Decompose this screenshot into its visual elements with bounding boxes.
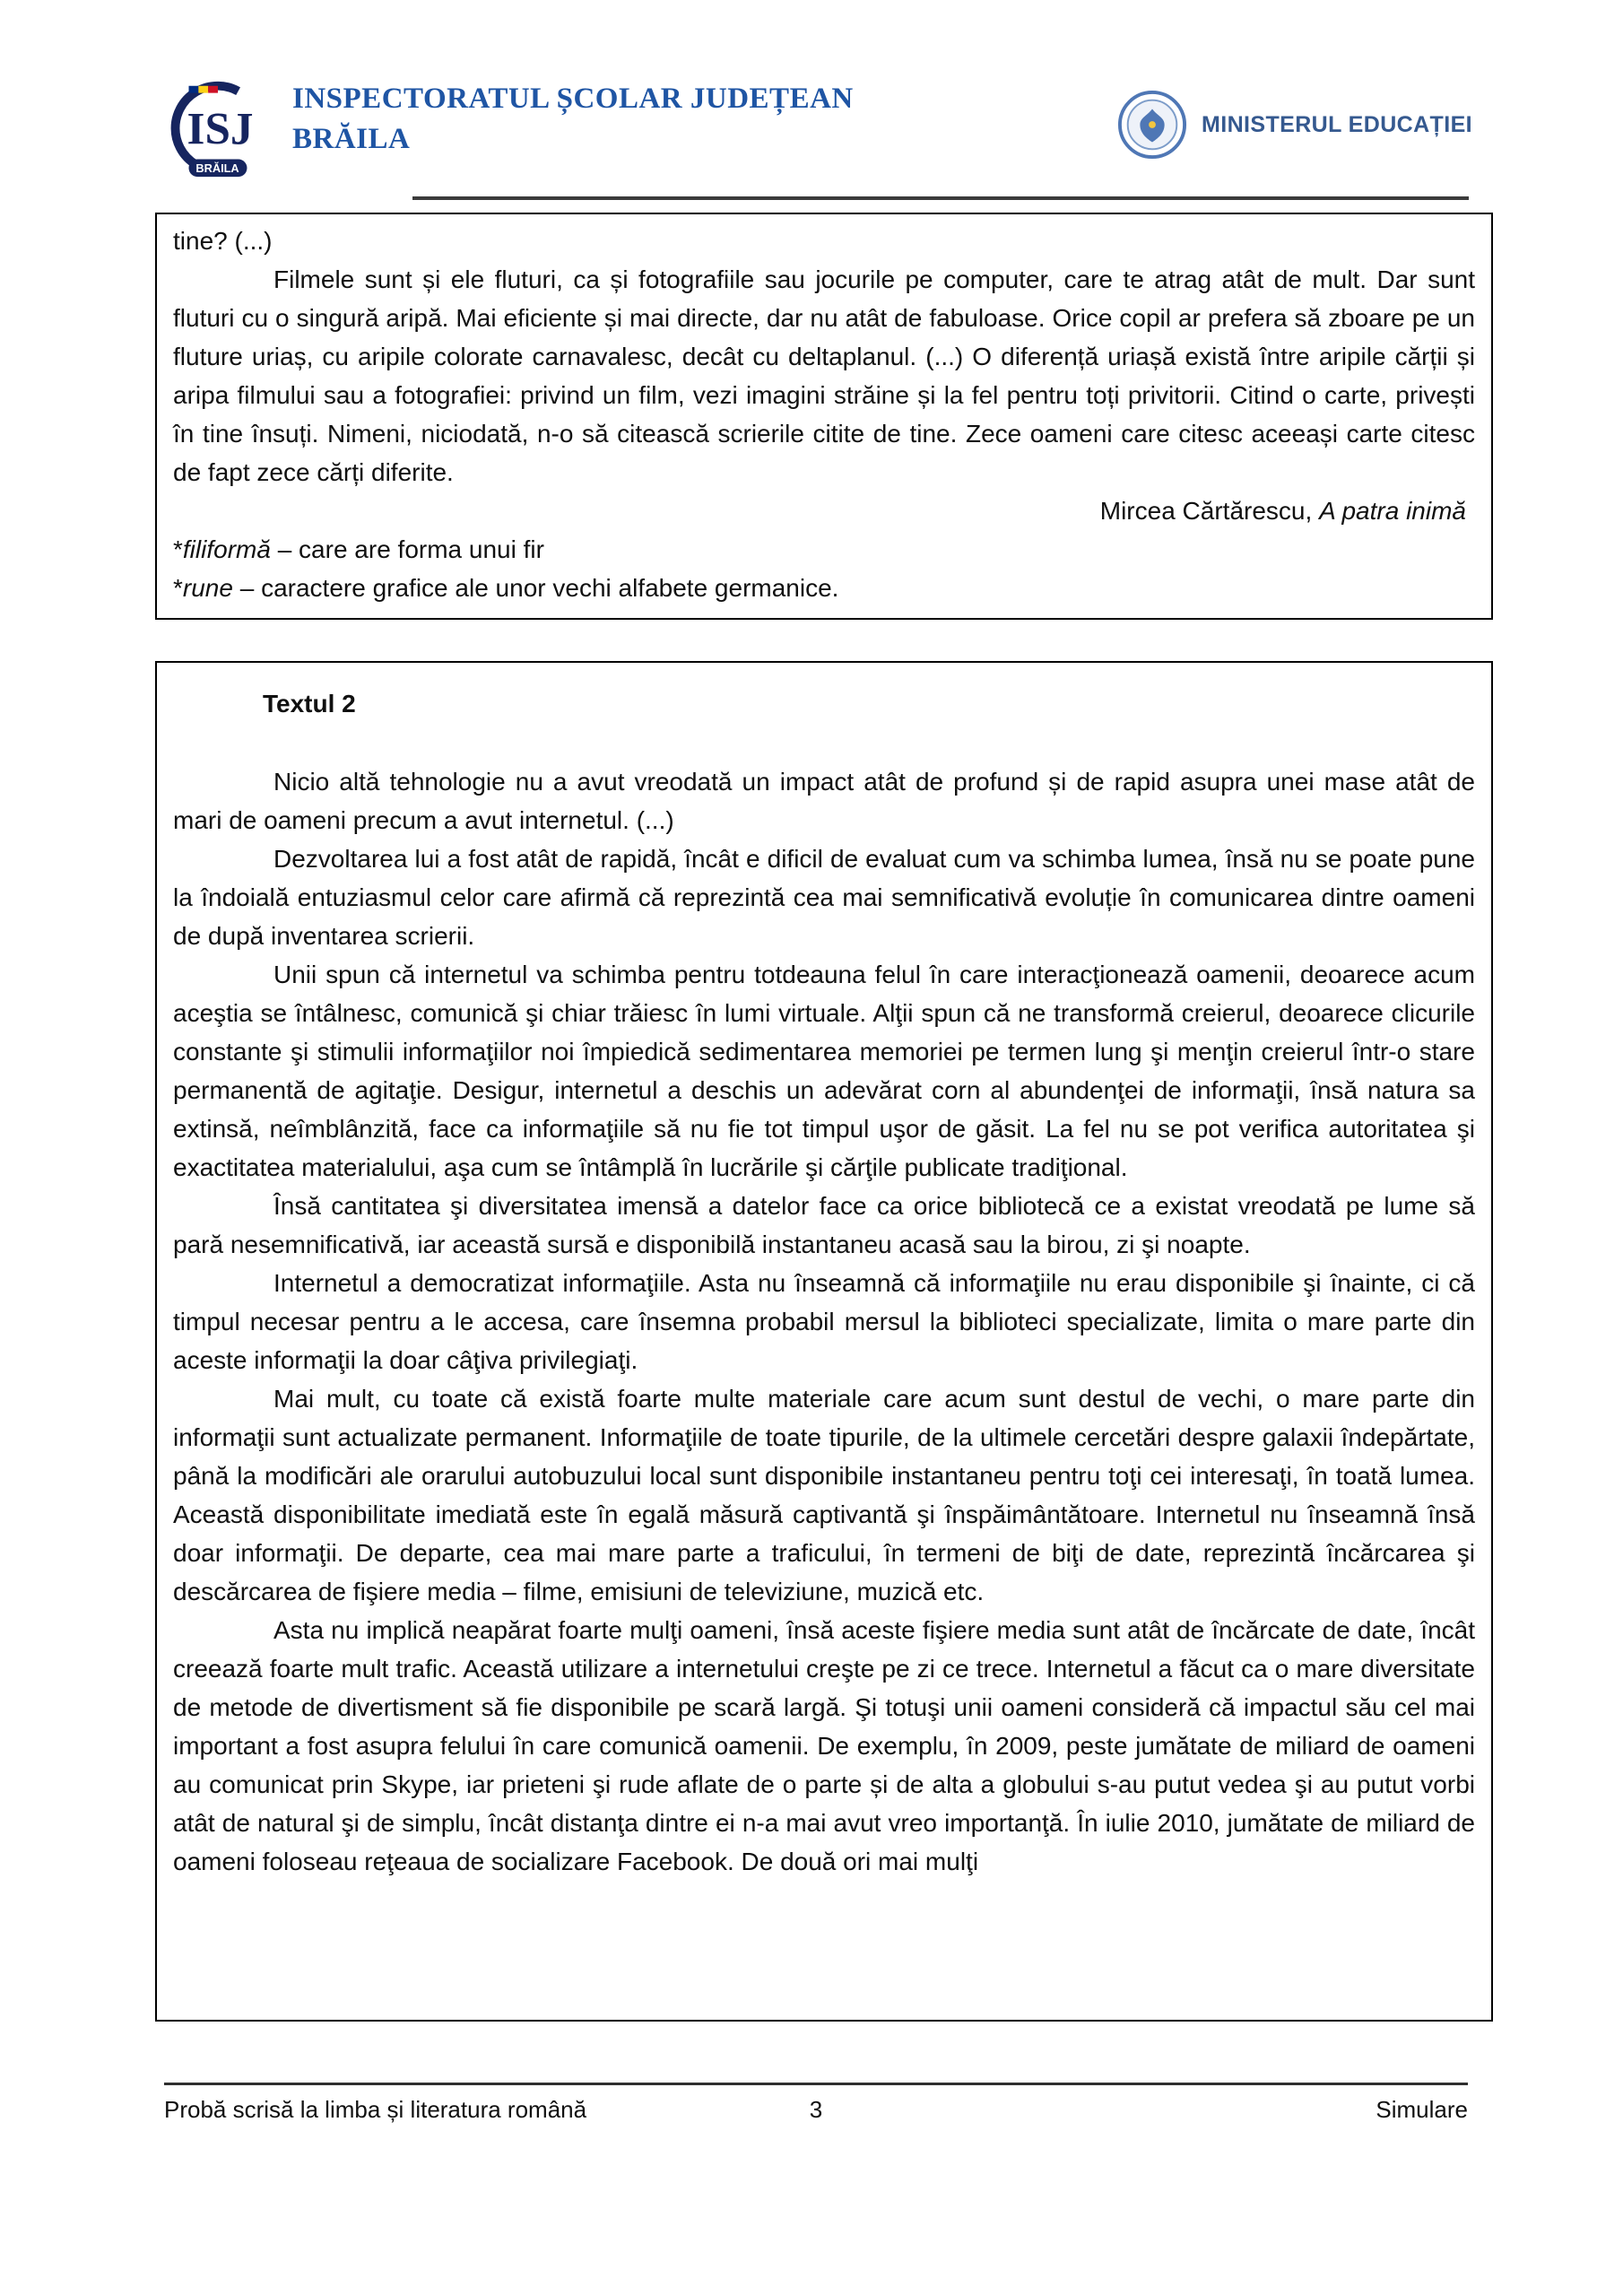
- text2-paragraph-5: Internetul a democratizat informaţiile. Asta nu înseamnă că informaţiile nu erau disponibile şi înainte, ci că timpul necesar pentru a le accesa, care însemna probabil mersul la biblioteci specializate, limita o mare parte din aceste informaţii la doar câţiva privilegiaţi.: [173, 1269, 1475, 1374]
- footnote-marker: *: [173, 535, 183, 563]
- page-header: [163, 72, 1472, 185]
- text2-paragraph-2: Dezvoltarea lui a fost atât de rapidă, încât e dificil de evaluat cum va schimba lumea, însă nu se poate pune la îndoială entuziasmul celor care afirmă că reprezintă cea mai semnificativă evoluție în comunicarea dintre oameni de după inventarea scrierii.: [173, 845, 1475, 950]
- attribution-work-title: A patra inimă: [1319, 497, 1466, 525]
- isj-logo-city: BRĂILA: [195, 161, 239, 176]
- footnote-filiforma: [173, 530, 1475, 569]
- text2-box: [155, 661, 1493, 2022]
- text2-paragraph-4: Însă cantitatea şi diversitatea imensă a datelor face ca orice bibliotecă ce a existat vreodată pe lume să pară nesemnificativă, iar această sursă e disponibilă instantaneu acasă sau la birou, zi şi noapte.: [173, 1192, 1475, 1258]
- footnote-definition: – care are forma unui fir: [270, 535, 544, 563]
- footnote-term: filiformă: [182, 535, 271, 563]
- text1-attribution: [173, 491, 1475, 530]
- footer-variant-label: Simulare: [1376, 2096, 1468, 2123]
- organization-name-line2: BRĂILA: [292, 122, 411, 155]
- ministry-block: [1117, 72, 1472, 160]
- footnote-term: rune: [182, 574, 233, 602]
- text2-paragraph-7: Asta nu implică neapărat foarte mulţi oameni, însă aceste fişiere media sunt atât de încărcate de date, încât creează foarte mult trafic. Această utilizare a internetului creşte pe zi ce trece. Internetul a făcut ca o mare diversitate de metode de divertisment să fie disponibile pe scară largă. Şi totuşi unii oameni consideră că impactul său cel mai important a fost asupra felului în care comunică oamenii. De exemplu, în 2009, peste jumătate de miliard de oameni au comunicat prin Skype, iar prieteni şi rude aflate de o parte și de alta a globului s-au putut vedea şi au putut vorbi atât de natural şi de simplu, încât distanţa dintre ei n-a mai avut vreo importanţă. În iulie 2010, jumătate de miliard de oameni foloseau reţeaua de socializare Facebook. De două ori mai mulţi: [173, 1616, 1475, 1875]
- text2-title: Textul 2: [263, 690, 356, 718]
- page-footer: [164, 2083, 1468, 2124]
- footnote-definition: – caractere grafice ale unor vechi alfabete germanice.: [232, 574, 839, 602]
- footer-page-number: 3: [809, 2096, 823, 2123]
- ministry-logo-icon: [1117, 90, 1187, 160]
- ministry-name: MINISTERUL EDUCAȚIEI: [1202, 111, 1472, 137]
- footnote-marker: *: [173, 574, 183, 602]
- text1-paragraph: Filmele sunt și ele fluturi, ca și fotografiile sau jocurile pe computer, care te atrag atât de mult. Dar sunt fluturi cu o singură aripă. Mai eficiente și mai directe, dar nu atât de fabuloase. Orice copil ar prefera să zboare pe un fluture uriaș, cu aripile colorate carnavalesc, decât cu deltaplanul. (...) O diferență uriașă există între aripile cărții și aripa filmului sau a fotografiei: privind un film, vezi imagini străine și la fel pentru toți privitorii. Citind o carte, privești în tine însuți. Nimeni, niciodată, n-o să citească scrierile citite de tine. Zece oameni care citesc aceeași carte citesc de fapt zece cărți diferite.: [173, 265, 1475, 486]
- text2-paragraph-6: Mai mult, cu toate că există foarte multe materiale care acum sunt destul de vechi, o mare parte din informaţii sunt actualizate permanent. Informaţiile de toate tipurile, de la ultimele cercetări despre galaxii îndepărtate, până la modificări ale orarului autobuzului local sunt disponibile instantaneu pentru toţi cei interesaţi, în toată lumea. Această disponibilitate imediată este în egală măsură captivantă şi înspăimântătoare. Internetul nu înseamnă însă doar informaţii. De departe, cea mai mare parte a traficului, în termeni de biţi de date, reprezintă încărcarea şi descărcarea de fişiere media – filme, emisiuni de televiziune, muzică etc.: [173, 1385, 1475, 1605]
- organization-name-line1: INSPECTORATUL ȘCOLAR JUDEȚEAN: [292, 83, 854, 115]
- attribution-author: Mircea Cărtărescu,: [1099, 497, 1320, 525]
- header-divider: [412, 196, 1469, 200]
- footnote-rune: [173, 569, 1475, 607]
- text1-box: [155, 213, 1493, 620]
- footer-exam-name: Probă scrisă la limba și literatura română: [164, 2096, 587, 2123]
- text2-paragraph-1: Nicio altă tehnologie nu a avut vreodată un impact atât de profund și de rapid asupra unei mase atât de mari de oameni precum a avut internetul. (...): [173, 768, 1475, 834]
- isj-logo-acronym: ISJ: [187, 103, 254, 155]
- organization-name: [292, 72, 854, 159]
- text2-paragraph-3: Unii spun că internetul va schimba pentru totdeauna felul în care interacţionează oamenii, deoarece acum aceştia se întâlnesc, comunică şi chiar trăiesc în lumi virtuale. Alţii spun că ne transformă creierul, deoarece clicurile constante şi stimulii informaţiilor noi împiedică sedimentarea memoriei pe termen lung şi menţin creierul într-o stare permanentă de agitaţie. Desigur, internetul a deschis un adevărat corn al abundenţei de informaţii, însă natura sa extinsă, neîmblânzită, face ca informaţiile să nu fie tot timpul uşor de găsit. La fel nu se pot verifica autoritatea şi exactitatea materialului, aşa cum se întâmplă în lucrările şi cărţile publicate tradiţional.: [173, 961, 1475, 1181]
- isj-braila-logo-icon: [163, 72, 271, 185]
- text1-continuation: tine? (...): [173, 227, 273, 255]
